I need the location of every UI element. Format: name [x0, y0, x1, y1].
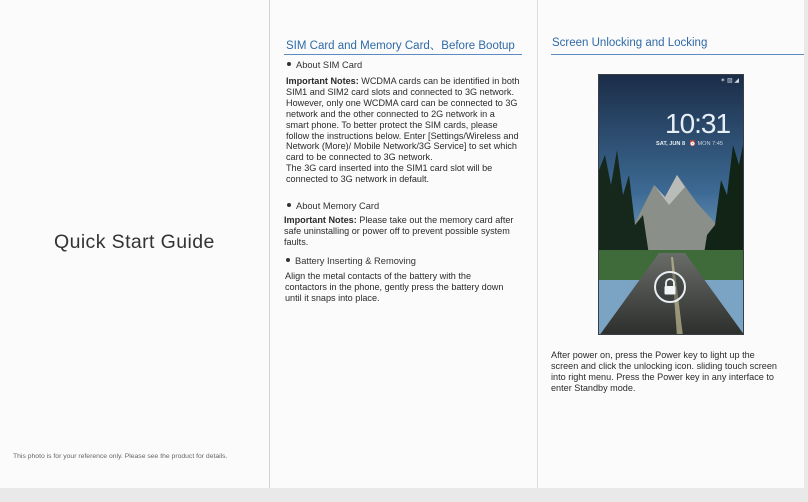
lock-icon	[656, 273, 684, 301]
about-sim-bullet: About SIM Card	[287, 60, 362, 70]
about-sim-notes: Important Notes: WCDMA cards can be identified in both SIM1 and SIM2 card slots and connected to 3G network. However, only one WCDMA card can be connected to 3G network and the other connected to 2G network in a smart phone. To better protect the SIM cards, please follow the instructions below. Enter [Settings/Wireless and Network (More)/ Mobile Network/3G Service] to set which card to be connected to 3G network. The 3G card inserted into the SIM1 card slot will be connected to 3G network in default.	[286, 76, 520, 185]
status-bar-icons: ✶ ▨ ◢	[720, 78, 739, 84]
lock-clock: 10:31	[665, 108, 731, 139]
screen-heading-rule	[551, 54, 804, 55]
lock-date: SAT, JUN 8	[656, 141, 686, 147]
unlock-button[interactable]	[654, 271, 686, 303]
bullet-icon	[287, 62, 291, 66]
about-memory-bullet: About Memory Card	[287, 201, 379, 211]
bullet-icon	[286, 258, 290, 262]
sim-section-heading: SIM Card and Memory Card、Before Bootup	[286, 40, 515, 52]
alarm-icon: ⏰ MON 7:45	[689, 141, 724, 147]
photo-disclaimer: This photo is for your reference only. Please see the product for details.	[13, 453, 228, 460]
unlock-instructions: After power on, press the Power key to light up the screen and click the unlocking icon. sliding touch screen into right menu. Press the Power key in any interface to enter Standby mode.	[551, 350, 777, 393]
sim-heading-rule	[284, 54, 522, 55]
screen-section-heading: Screen Unlocking and Locking	[552, 37, 708, 49]
bullet-icon	[287, 203, 291, 207]
battery-instructions: Align the metal contacts of the battery with the contactors in the phone, gently press the battery down until it snaps into place.	[285, 271, 504, 303]
battery-bullet: Battery Inserting & Removing	[286, 256, 416, 266]
guide-title: Quick Start Guide	[54, 231, 215, 253]
about-memory-notes: Important Notes: Please take out the memory card after safe uninstalling or power off to prevent possible system faults.	[284, 215, 514, 247]
